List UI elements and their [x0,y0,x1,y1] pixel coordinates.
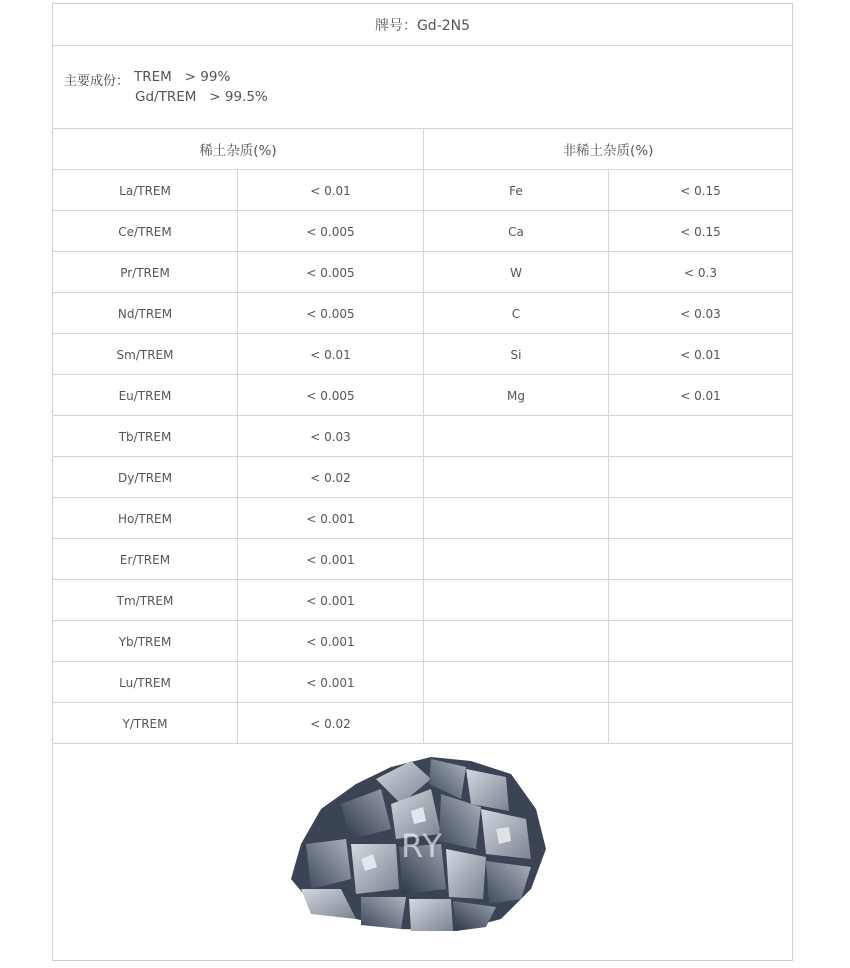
non-rare-earth-element-cell [424,498,608,539]
non-rare-earth-value-cell [609,621,792,662]
rare-earth-value-cell: < 0.005 [306,306,355,321]
non-rare-earth-element-cell [424,662,608,703]
non-rare-earth-value-cell: < 0.01 [680,388,721,403]
column-divider [608,169,609,744]
rare-earth-value-cell: < 0.01 [310,183,351,198]
non-rare-earth-value-cell: < 0.3 [684,265,717,280]
rare-earth-element-cell: Tm/TREM [116,593,174,608]
rare-earth-element-cell: Y/TREM [122,716,168,731]
column-divider [237,169,238,744]
rare-earth-element-cell: Sm/TREM [116,347,174,362]
main-composition [53,46,792,129]
spec-sheet [52,3,793,961]
rare-earth-value-cell: < 0.03 [310,429,351,444]
rare-earth-element-cell: Ce/TREM [118,224,172,239]
rare-earth-value-cell: < 0.005 [306,224,355,239]
non-rare-earth-element-cell [424,457,608,498]
rare-earth-value-cell: < 0.005 [306,265,355,280]
rare-earth-element-cell: Dy/TREM [118,470,172,485]
rare-earth-element-cell: Tb/TREM [118,429,172,444]
non-rare-earth-value-cell [609,416,792,457]
rare-earth-value-cell: < 0.02 [310,716,351,731]
rare-earth-element-cell: Er/TREM [119,552,171,567]
non-rare-earth-value-cell: < 0.03 [680,306,721,321]
non-rare-earth-value-cell [609,498,792,539]
grade-title [53,4,792,46]
non-rare-earth-value-cell [609,662,792,703]
rare-earth-value-cell: < 0.02 [310,470,351,485]
non-rare-earth-element-cell: W [510,265,522,280]
non-rare-earth-element-cell: Mg [507,388,525,403]
rare-earth-value-cell: < 0.001 [306,593,355,608]
non-rare-earth-value-cell [609,457,792,498]
rare-earth-element-cell: Lu/TREM [119,675,171,690]
non-rare-earth-impurities-header: 非稀土杂质(%) [562,142,654,159]
rare-earth-element-cell: Ho/TREM [117,511,172,526]
non-rare-earth-value-cell [609,703,792,744]
watermark-text: RY [401,827,443,865]
rare-earth-value-cell: < 0.001 [306,634,355,649]
non-rare-earth-element-cell: Si [510,347,522,362]
column-divider [423,128,424,744]
rare-earth-impurities-header: 稀土杂质(%) [199,142,277,159]
non-rare-earth-value-cell [609,580,792,621]
grade-title-text: 牌号：Gd-2N5 [374,17,471,34]
non-rare-earth-element-cell [424,621,608,662]
non-rare-earth-value-cell [609,539,792,580]
rare-earth-value-cell: < 0.001 [306,511,355,526]
rare-earth-element-cell: Pr/TREM [120,265,170,280]
composition-gd-trem: Gd/TREM > 99.5% [135,89,268,105]
non-rare-earth-element-cell [424,703,608,744]
non-rare-earth-element-cell: C [511,306,521,321]
rare-earth-value-cell: < 0.001 [306,675,355,690]
non-rare-earth-value-cell: < 0.01 [680,347,721,362]
non-rare-earth-value-cell: < 0.15 [680,183,721,198]
non-rare-earth-element-cell: Fe [509,183,523,198]
product-photo-area [53,749,792,960]
rare-earth-element-cell: Eu/TREM [118,388,172,403]
non-rare-earth-element-cell [424,580,608,621]
non-rare-earth-element-cell: Ca [508,224,524,239]
rare-earth-value-cell: < 0.005 [306,388,355,403]
non-rare-earth-value-cell: < 0.15 [680,224,721,239]
rare-earth-value-cell: < 0.01 [310,347,351,362]
rare-earth-element-cell: Nd/TREM [117,306,173,321]
rare-earth-element-cell: La/TREM [119,183,171,198]
non-rare-earth-element-cell [424,539,608,580]
composition-trem: TREM > 99% [134,69,231,85]
composition-label: 主要成份： [64,74,130,89]
non-rare-earth-element-cell [424,416,608,457]
rare-earth-value-cell: < 0.001 [306,552,355,567]
rare-earth-element-cell: Yb/TREM [118,634,172,649]
